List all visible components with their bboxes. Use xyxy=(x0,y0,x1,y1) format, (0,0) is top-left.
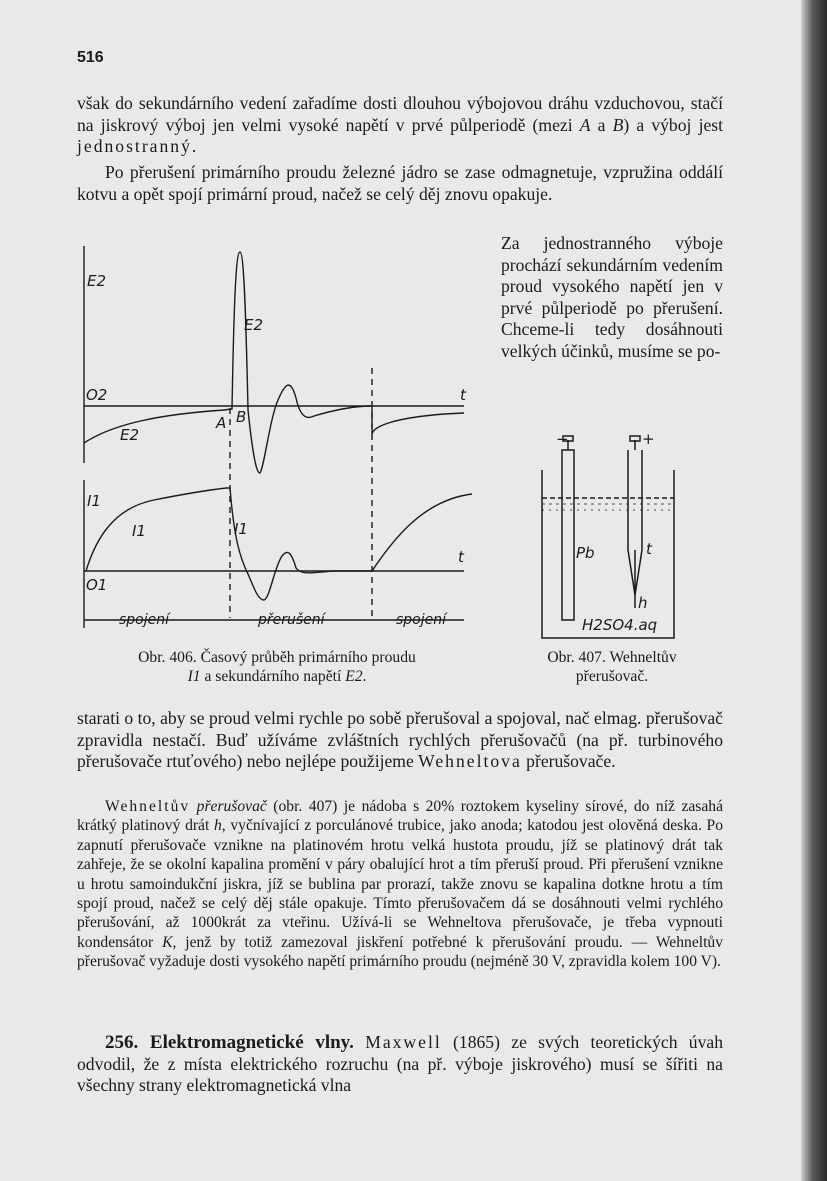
fig407-label-electrolyte: H2SO4.aq xyxy=(582,616,658,634)
section-title: 256. Elektromagnetické vlny. xyxy=(105,1032,354,1053)
fig406-phase-3: spojení xyxy=(396,612,447,628)
fig407-label-minus: − xyxy=(556,430,569,448)
fig406-label-t-bottom: t xyxy=(458,548,464,566)
page-edge-shadow xyxy=(801,0,827,1181)
fig406-label-i1-curve: I1 xyxy=(132,522,146,540)
fig406-label-b: B xyxy=(236,408,247,426)
paragraph-interrupters: starati o to, aby se proud velmi rychle po sobě přerušoval a spojoval, nač elmag. přerušovač zpravidla nestačí. Buď užíváme zvláštních rychlých přerušovačů (na př. turbinového přerušovače rtuťového) nebo nejlépe použijeme Wehneltova přerušovače. xyxy=(77,708,723,771)
paragraph-wehnelt: Wehneltův přerušovač (obr. 407) je nádoba s 20% roztokem kyseliny sírové, do níž zasahá krátký platinový drát h, vyčnívající z porculánové trubice, jako anoda; katodou jest olověná deska. Po zapnutí přerušovače vznikne na platinovém hrotu velká hustota proudu, jíž se platinový drát tak zahřeje, že se okolní kapalina promění v páry obalující hrot a tím přeruší proud. Při přerušení vznikne u hrotu samoindukční jiskra, jíž se bublina par prorazí, takže znovu se kapalina dotkne hrotu a tím spojí proud, načež se celý děj stále opakuje. Tímto přerušovačem dá se dosáhnouti velmi rychlého přerušování, až 1000krát za vteřinu. Užívá-li se Wehneltova přerušovače, je třeba vypnouti kondensátor K, jenž by totiž zamezoval jiskření potřebné k přerušování proudu. — Wehneltův přerušovač vyžaduje dosti vysokého napětí primárního proudu (nejméně 30 V, zpravidla kolem 100 V). xyxy=(77,798,724,971)
lead-plate xyxy=(562,450,574,620)
fig406-label-e2-low: E2 xyxy=(120,426,140,444)
caption-figure-407: Obr. 407. Wehneltův přerušovač. xyxy=(547,649,677,685)
figure-407-diagram xyxy=(536,430,686,645)
fig406-label-i1-axis: I1 xyxy=(87,492,101,510)
fig406-phase-1: spojení xyxy=(119,612,170,628)
fig406-phase-2: přerušení xyxy=(258,612,325,628)
paragraph-section-256: 256. Elektromagnetické vlny. Maxwell (1865) ze svých teoretických úvah odvodil, že z místa elektrického rozruchu (na př. výboje jiskrového) musí se šířiti na všechny strany elektromagnetická vlna xyxy=(77,1032,723,1095)
fig407-label-plus: + xyxy=(642,430,655,448)
page-number: 516 xyxy=(77,49,104,66)
fig406-label-i1-drop: I1 xyxy=(234,520,248,538)
side-text: Za jednostranného výboje prochází sekundárním vedením proud vysokého napětí jen v prvé půlperiodě po přerušení. Chceme-li tedy dosáhnouti velkých účinků, musíme se po- xyxy=(501,233,723,361)
i1-curve xyxy=(86,488,472,600)
fig406-label-o1: O1 xyxy=(86,576,108,594)
fig407-label-t: t xyxy=(646,540,652,558)
paragraph-demagnetize: Po přerušení primárního proudu železné jádro se zase odmagnetuje, vzpružina oddálí kotvu a opět spojí primární proud, načež se celý děj znovu opakuje. xyxy=(77,162,723,204)
e2-curve xyxy=(84,252,464,473)
fig406-label-t-top: t xyxy=(460,386,466,404)
figure-406-diagram xyxy=(74,238,484,638)
fig407-label-pb: Pb xyxy=(576,544,595,562)
fig406-label-a: A xyxy=(216,414,227,432)
caption-figure-406: Obr. 406. Časový průběh primárního proudu I1 a sekundárního napětí E2. xyxy=(138,649,416,685)
paragraph-intro: však do sekundárního vedení zařadíme dosti dlouhou výbojovou dráhu vzduchovou, stačí na jiskrový výboj jen velmi vysoké napětí v prvé půlperiodě (mezi A a B) a výboj jest jednostranný. xyxy=(77,93,724,156)
fig406-label-e2-axis: E2 xyxy=(87,272,107,290)
fig406-label-o2: O2 xyxy=(86,386,108,404)
fig407-label-h: h xyxy=(638,594,648,612)
fig406-label-e2-curve: E2 xyxy=(244,316,264,334)
